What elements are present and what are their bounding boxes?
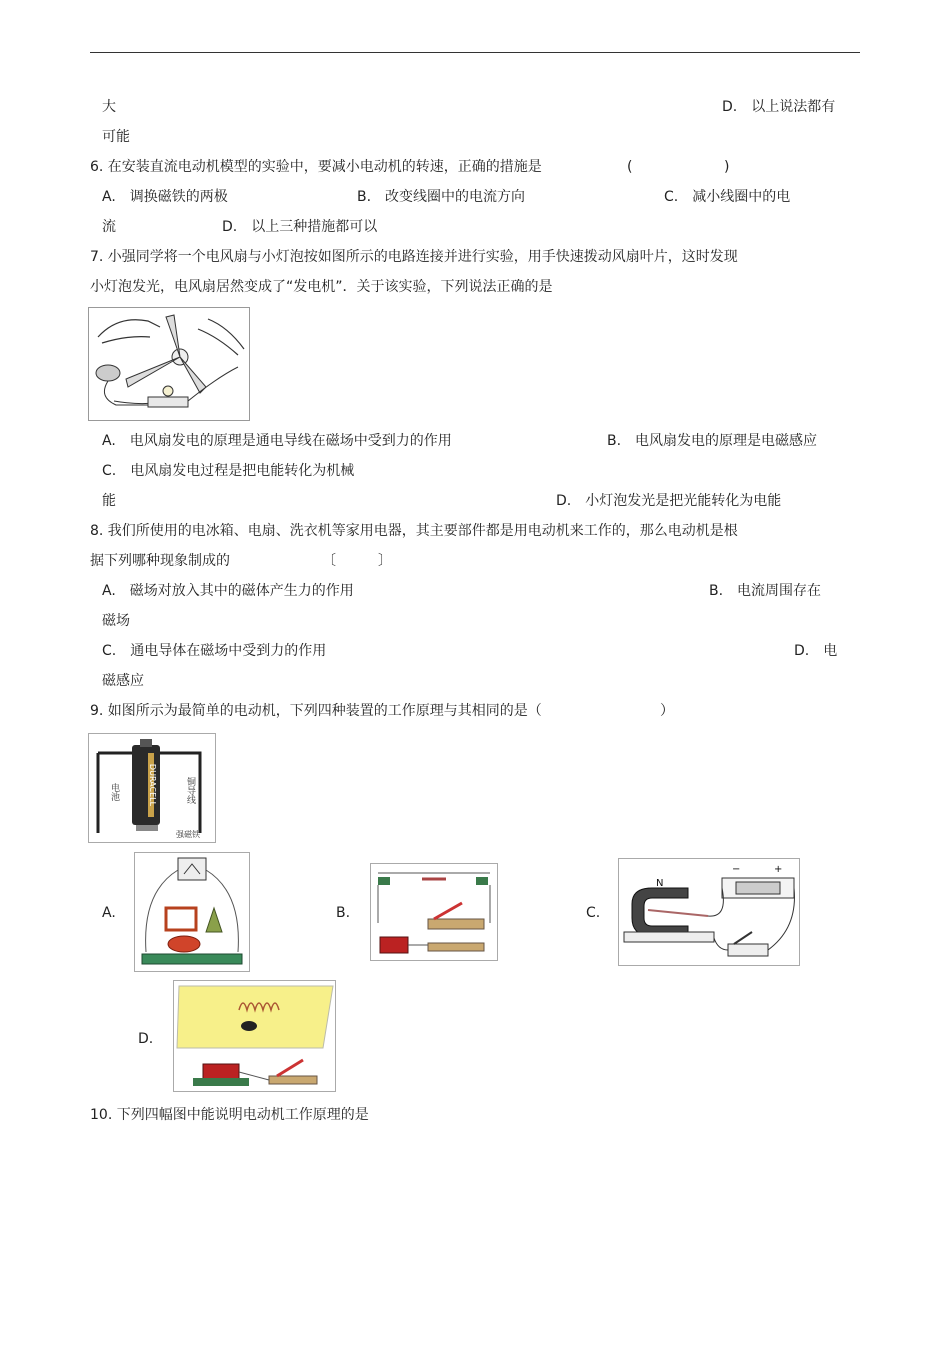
q6-paren-open: ( bbox=[627, 159, 633, 175]
q5-option-d[interactable]: D. 以上说法都有 bbox=[722, 99, 836, 115]
q9-figc-minus-label: − bbox=[732, 864, 741, 875]
q9-figure-simple-motor bbox=[88, 733, 216, 843]
q8-paren-open: 〔 bbox=[322, 553, 336, 569]
q8-option-b-cont: 磁场 bbox=[102, 613, 130, 629]
q6-stem: 6. 在安装直流电动机模型的实验中，要减小电动机的转速，正确的措施是 bbox=[90, 159, 542, 175]
q9-stem: 9. 如图所示为最简单的电动机，下列四种装置的工作原理与其相同的是（ bbox=[90, 703, 542, 719]
q8-paren-close: 〕 bbox=[378, 553, 392, 569]
q9-option-c-figure[interactable] bbox=[618, 858, 800, 966]
q9-option-a[interactable]: A. bbox=[102, 905, 116, 921]
q7-option-b[interactable]: B. 电风扇发电的原理是电磁感应 bbox=[607, 433, 818, 449]
q6-option-c-cont: 流 bbox=[102, 219, 116, 235]
q10-stem: 10. 下列四幅图中能说明电动机工作原理的是 bbox=[90, 1107, 369, 1123]
q8-option-b[interactable]: B. 电流周围存在 bbox=[709, 583, 822, 599]
q9-option-b[interactable]: B. bbox=[336, 905, 351, 921]
q6-option-a[interactable]: A. 调换磁铁的两极 bbox=[102, 189, 228, 205]
q9-option-d-figure[interactable] bbox=[173, 980, 336, 1092]
q9-fig-label-magnet: 强磁铁 bbox=[176, 830, 200, 839]
q9-option-a-figure[interactable] bbox=[134, 852, 250, 972]
q8-option-a[interactable]: A. 磁场对放入其中的磁体产生力的作用 bbox=[102, 583, 354, 599]
q9-option-b-figure[interactable] bbox=[370, 863, 498, 961]
q9-paren-close: ） bbox=[660, 703, 674, 719]
q6-option-d[interactable]: D. 以上三种措施都可以 bbox=[222, 219, 378, 235]
q9-fig-battery-brand: DURACELL bbox=[148, 763, 157, 807]
q8-option-d-cont: 磁感应 bbox=[102, 673, 144, 689]
q8-stem-line1: 8. 我们所使用的电冰箱、电扇、洗衣机等家用电器，其主要部件都是用电动机来工作的，那么电动机是根 bbox=[90, 523, 738, 539]
q7-option-d[interactable]: D. 小灯泡发光是把光能转化为电能 bbox=[556, 493, 782, 509]
q7-stem-line1: 7. 小强同学将一个电风扇与小灯泡按如图所示的电路连接并进行实验，用手快速拨动风扇叶片，这时发现 bbox=[90, 249, 738, 265]
q9-option-d[interactable]: D. bbox=[138, 1031, 154, 1047]
q9-option-c[interactable]: C. bbox=[586, 905, 601, 921]
q9-figc-north-label: N bbox=[656, 878, 664, 889]
q8-option-d[interactable]: D. 电 bbox=[794, 643, 838, 659]
q5-tail-text: 大 bbox=[102, 99, 116, 115]
q8-option-c[interactable]: C. 通电导体在磁场中受到力的作用 bbox=[102, 643, 327, 659]
q9-figc-plus-label: + bbox=[774, 864, 783, 875]
q6-paren-close: ) bbox=[724, 159, 730, 175]
q8-stem-line2: 据下列哪种现象制成的 bbox=[90, 553, 230, 569]
q7-option-a[interactable]: A. 电风扇发电的原理是通电导线在磁场中受到力的作用 bbox=[102, 433, 452, 449]
q7-option-c[interactable]: C. 电风扇发电过程是把电能转化为机械 bbox=[102, 463, 355, 479]
q7-figure-fan-circuit bbox=[88, 307, 250, 421]
q7-option-c-cont: 能 bbox=[102, 493, 116, 509]
q9-fig-label-wire: 铜导线 bbox=[185, 777, 195, 804]
q6-option-c[interactable]: C. 减小线圈中的电 bbox=[664, 189, 791, 205]
q5-option-d-cont: 可能 bbox=[102, 129, 130, 145]
q7-stem-line2: 小灯泡发光，电风扇居然变成了“发电机”．关于该实验，下列说法正确的是 bbox=[90, 279, 553, 295]
header-rule bbox=[90, 52, 860, 53]
q9-fig-label-battery: 电池 bbox=[109, 783, 119, 801]
q6-option-b[interactable]: B. 改变线圈中的电流方向 bbox=[357, 189, 526, 205]
